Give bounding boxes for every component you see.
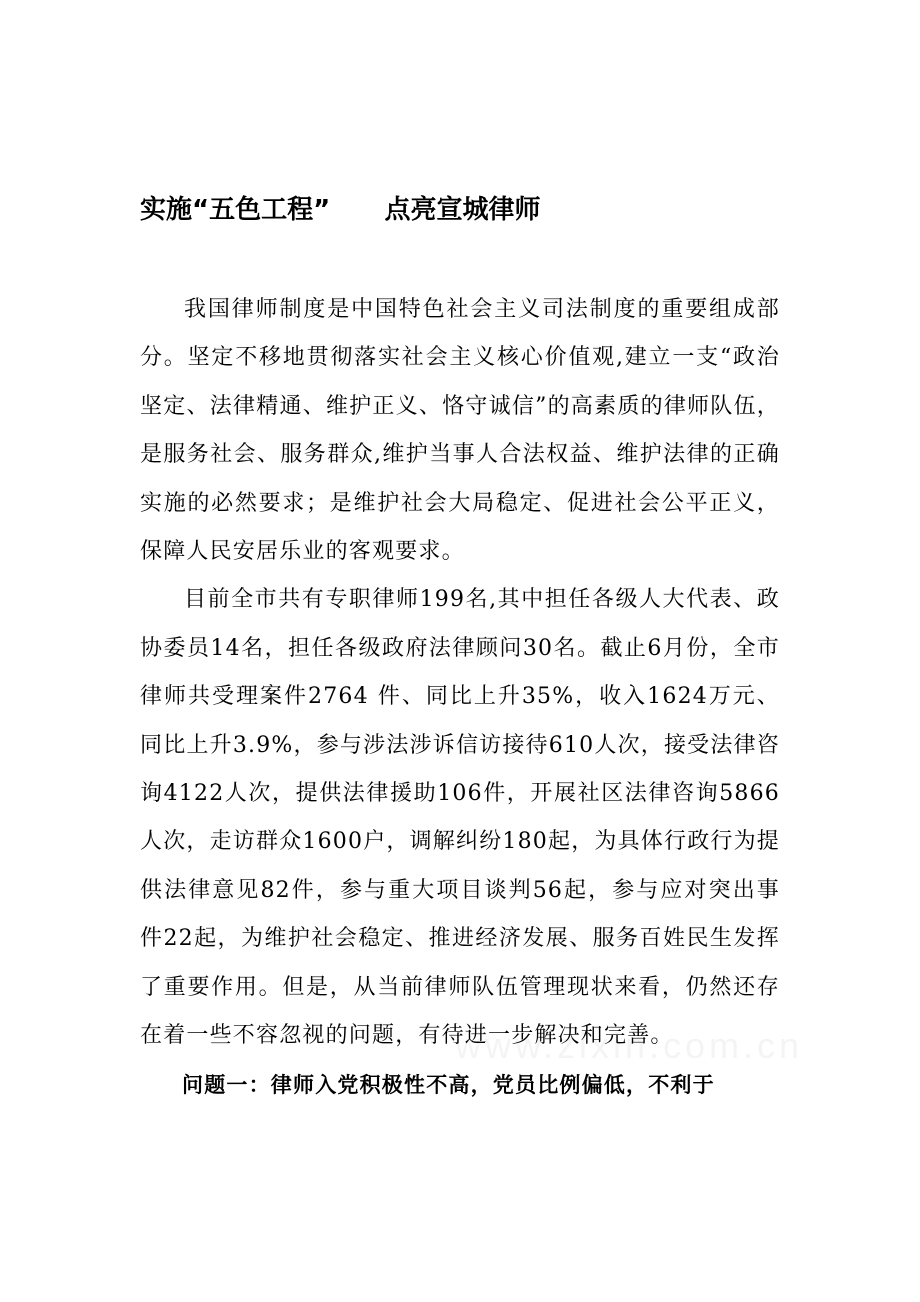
issue-heading: 问题一：律师入党积极性不高，党员比例偏低，不利于 [182, 1072, 715, 1097]
paragraph-statistics: 目前全市共有专职律师199名,其中担任各级人大代表、政协委员14名，担任各级政府法律顾问30名。截止6月份，全市律师共受理案件2764 件、同比上升35%，收入1624万元、同比上升3.9%，参与涉法涉诉信访接待610人次，接受法律咨询4122人次，提供法律援助106件，开展社区法律咨询5866人次，走访群众1600户，调解纠纷180起，为具体行政行为提供法律意见82件，参与重大项目谈判56起，参与应对突出事件22起，为维护社会稳定、推进经济发展、服务百姓民生发挥了重要作用。但是，从当前律师队伍管理现状来看，仍然还存在着一些不容忽视的问题，有待进一步解决和完善。 [140, 587, 780, 1049]
watermark [455, 1025, 803, 1067]
paragraph-intro: 我国律师制度是中国特色社会主义司法制度的重要组成部分。坚定不移地贯彻落实社会主义核心价值观,建立一支“政治坚定、法律精通、维护正义、恪守诚信”的高素质的律师队伍，是服务社会、服务群众,维护当事人合法权益、维护法律的正确实施的必然要求；是维护社会大局稳定、促进社会公平正义，保障人民安居乐业的客观要求。 [140, 297, 780, 565]
document-body [140, 286, 780, 1109]
document-title: 实施“五色工程” 点亮宣城律师 [140, 195, 541, 225]
